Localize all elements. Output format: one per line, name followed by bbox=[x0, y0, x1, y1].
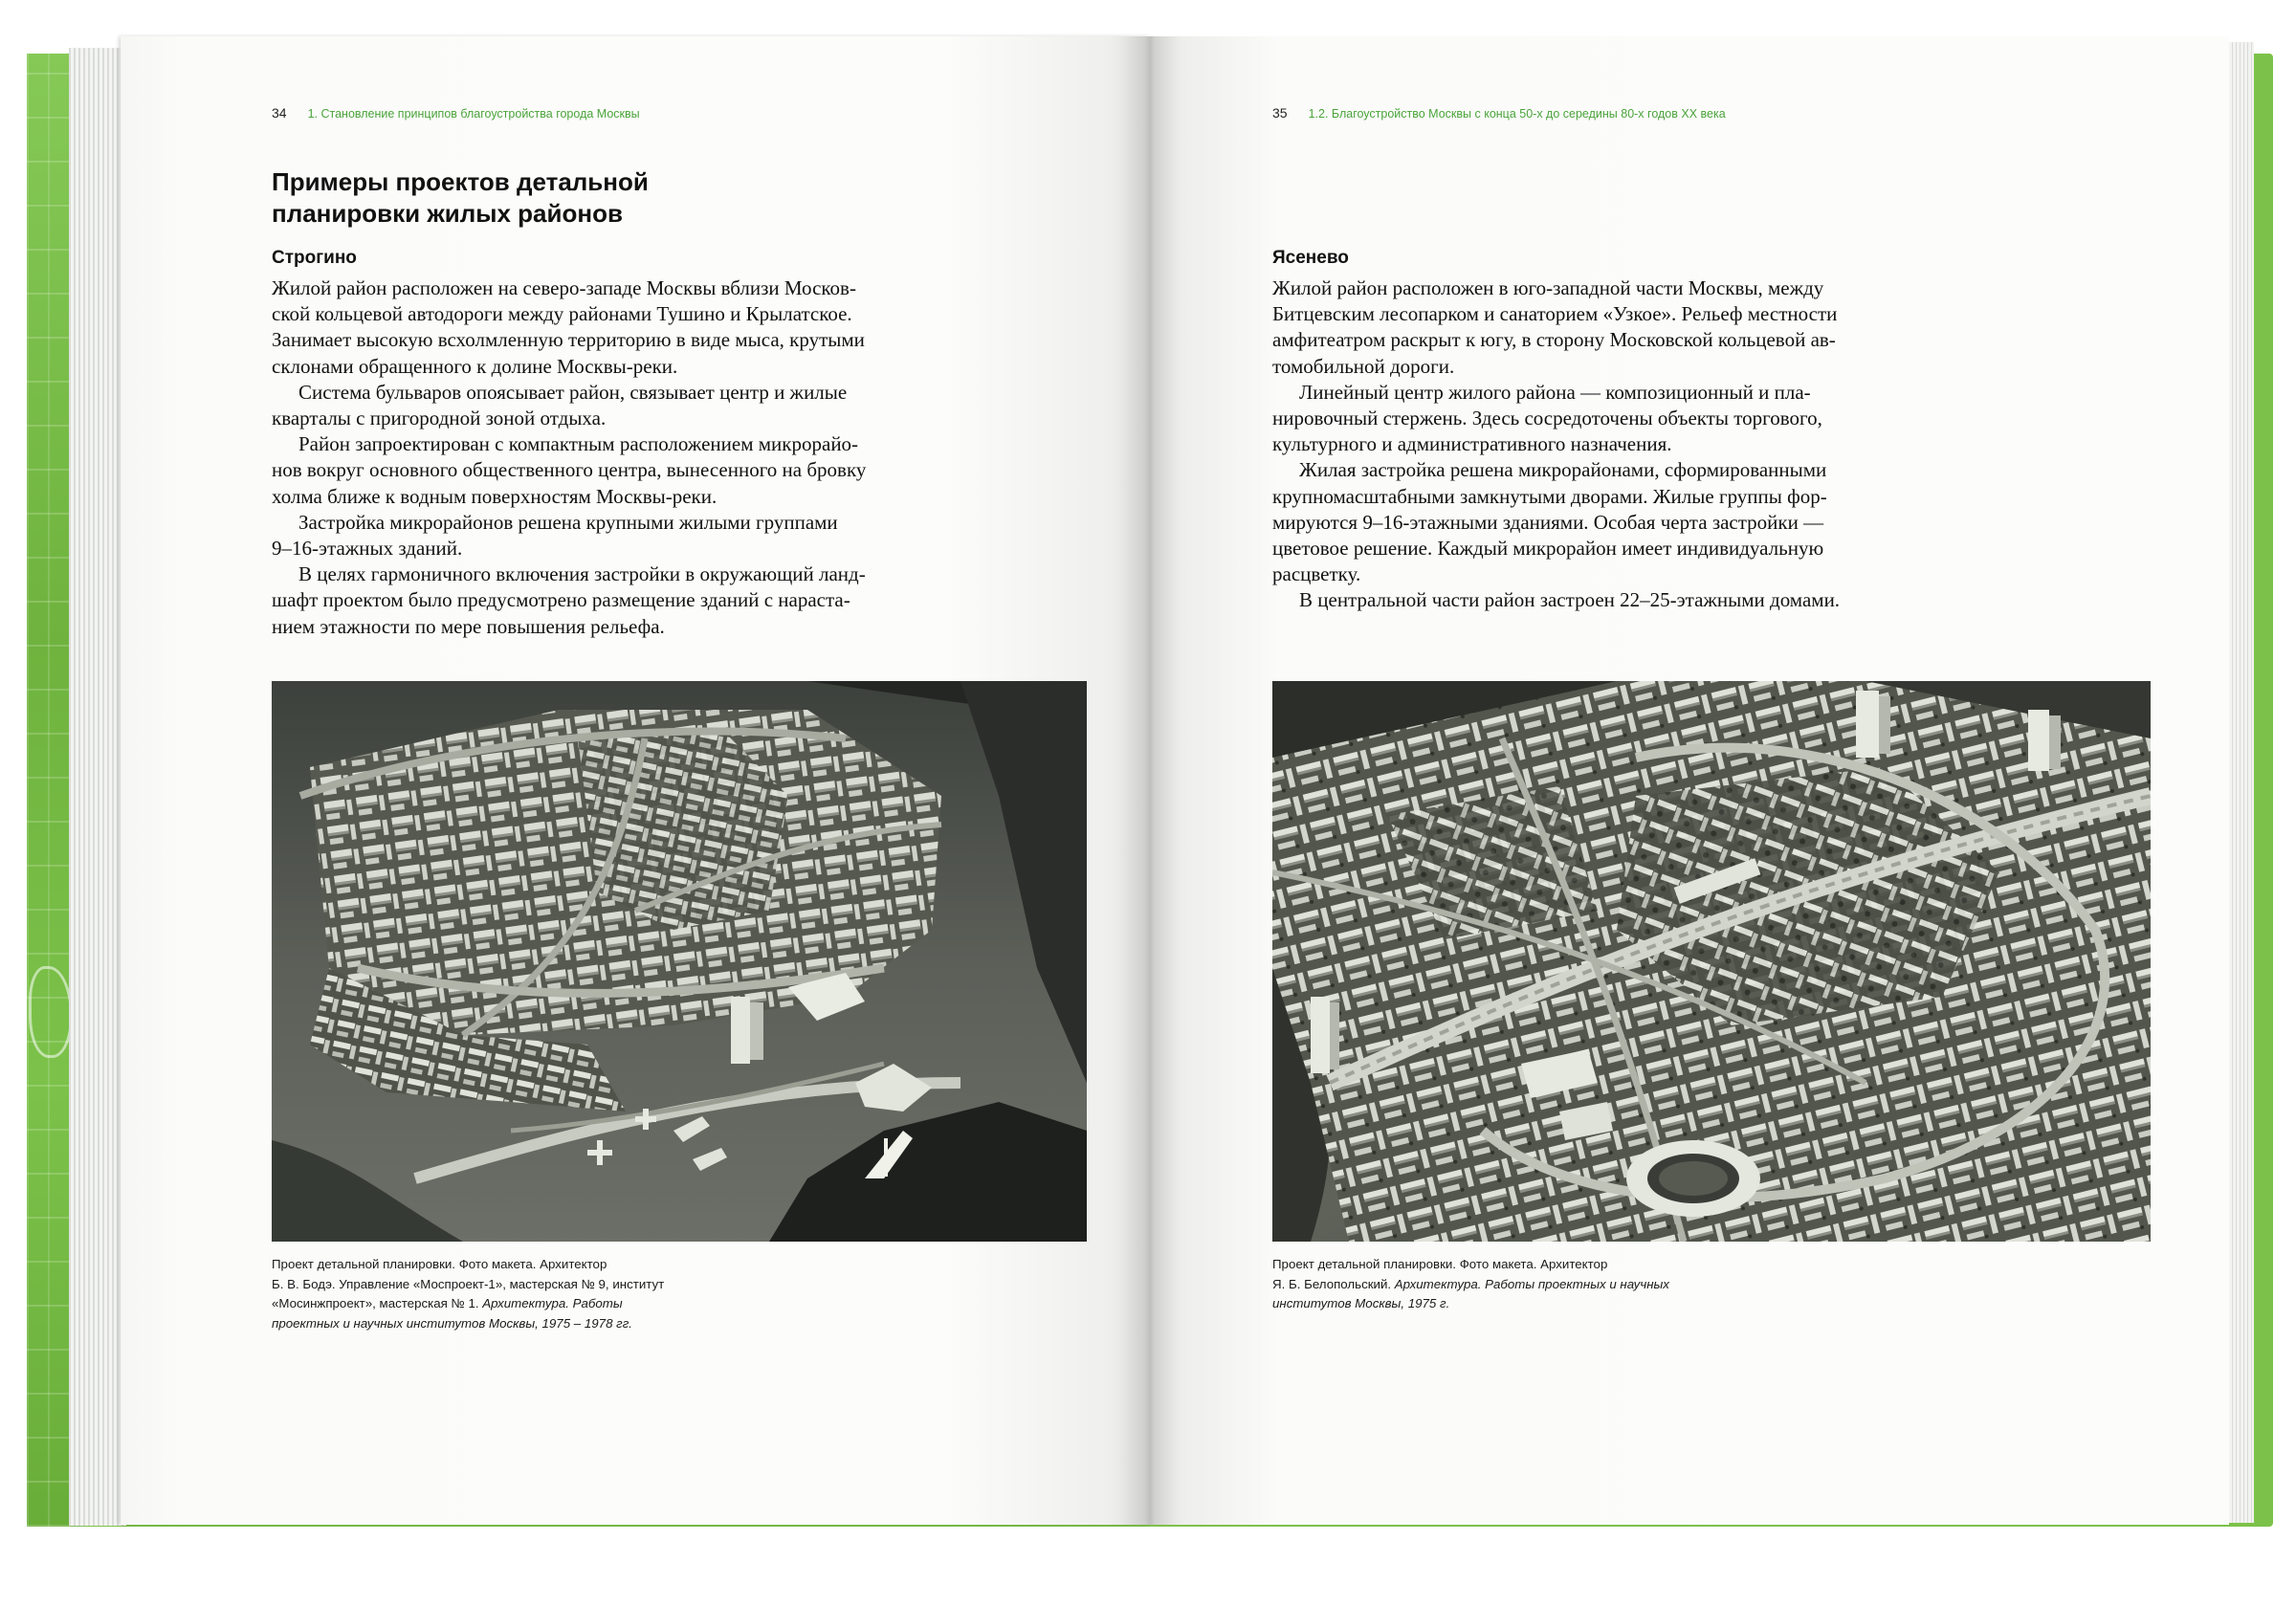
body-line: нием этажности по мере повышения рельефа. bbox=[272, 614, 665, 638]
caption-italic: институтов Москвы, 1975 г. bbox=[1272, 1296, 1450, 1310]
caption-line bbox=[272, 1294, 664, 1314]
body-line: цветовое решение. Каждый микрорайон имеет индивидуальную bbox=[1272, 537, 1824, 561]
caption-italic: проектных и научных институтов Москвы, 1975 – 1978 гг. bbox=[272, 1315, 632, 1331]
body-line: мируются 9–16-этажными зданиями. Особая черта застройки — bbox=[1272, 510, 1824, 534]
yasenevo-model-illustration bbox=[1272, 681, 2151, 1242]
caption-line bbox=[272, 1314, 664, 1334]
caption-line bbox=[1272, 1294, 1669, 1314]
page-stack-left bbox=[69, 48, 126, 1526]
body-line: холма ближе к водным поверхностям Москвы-реки. bbox=[272, 484, 718, 508]
section-title bbox=[272, 166, 941, 230]
district-title-yasenevo: Ясенево bbox=[1272, 248, 1349, 268]
body-line: крупномасштабными замкнутыми дворами. Жилые группы фор- bbox=[1272, 484, 1827, 508]
body-line: культурного и административного назначения. bbox=[1272, 432, 1672, 456]
caption-line: Проект детальной планировки. Фото макета. Архитектор bbox=[272, 1257, 607, 1271]
body-line: ской кольцевой автодороги между районами Тушино и Крылатское. bbox=[272, 302, 852, 326]
strogino-model-photo bbox=[272, 681, 1087, 1242]
body-line: 9–16-этажных зданий. bbox=[272, 537, 463, 561]
body-line: Система бульваров опоясывает район, связывает центр и жилые bbox=[298, 380, 848, 404]
body-line: В центральной части район застроен 22–25-этажными домами. bbox=[1299, 588, 1841, 612]
strogino-model-illustration bbox=[272, 681, 1087, 1242]
caption-text: «Мосинжпроект», мастерская № 1. bbox=[272, 1296, 483, 1310]
caption-line bbox=[1272, 1275, 1669, 1295]
page-stack-right bbox=[2229, 42, 2254, 1523]
left-running-title: 1. Становление принципов благоустройства города Москвы bbox=[307, 107, 640, 121]
caption-italic: Архитектура. Работы bbox=[482, 1296, 623, 1310]
yasenevo-model-photo bbox=[1272, 681, 2151, 1242]
body-line: амфитеатром раскрыт к югу, в сторону Московской кольцевой ав- bbox=[1272, 328, 1836, 352]
left-body-text bbox=[272, 275, 866, 640]
body-line: Жилой район расположен в юго-западной части Москвы, между bbox=[1272, 276, 1824, 299]
left-running-header bbox=[272, 105, 640, 121]
body-line: нов вокруг основного общественного центра, вынесенного на бровку bbox=[272, 458, 867, 482]
right-photo-caption bbox=[1272, 1255, 1669, 1314]
left-photo-caption bbox=[272, 1255, 664, 1333]
section-title-line: планировки жилых районов bbox=[272, 199, 623, 228]
left-page-number: 34 bbox=[272, 105, 287, 121]
caption-text: Я. Б. Белопольский. bbox=[1272, 1276, 1395, 1291]
right-running-header bbox=[1272, 105, 1726, 121]
right-running-title: 1.2. Благоустройство Москвы с конца 50-х до середины 80-х годов XX века bbox=[1308, 107, 1726, 121]
body-line: расцветку. bbox=[1272, 562, 1361, 586]
body-line: кварталы с пригородной зоной отдыха. bbox=[272, 407, 607, 430]
body-line: Жилая застройка решена микрорайонами, сформированными bbox=[1299, 458, 1827, 482]
district-title-strogino: Строгино bbox=[272, 248, 357, 268]
body-line: Застройка микрорайонов решена крупными жилыми группами bbox=[298, 510, 838, 534]
caption-line: Проект детальной планировки. Фото макета. Архитектор bbox=[1272, 1257, 1608, 1271]
right-page-number: 35 bbox=[1272, 105, 1288, 121]
body-line: нировочный стержень. Здесь сосредоточены объекты торгового, bbox=[1272, 407, 1822, 430]
body-line: склонами обращенного к долине Москвы-реки. bbox=[272, 354, 678, 378]
body-line: Битцевским лесопарком и санаторием «Узкое». Рельеф местности bbox=[1272, 302, 1838, 326]
body-line: Линейный центр жилого района — композиционный и пла- bbox=[1299, 380, 1811, 404]
body-line: Район запроектирован с компактным расположением микрорайо- bbox=[298, 432, 859, 456]
body-line: В целях гармоничного включения застройки в окружающий ланд- bbox=[298, 562, 866, 586]
section-title-line: Примеры проектов детальной bbox=[272, 167, 649, 196]
body-line: шафт проектом было предусмотрено размещение зданий с нараста- bbox=[272, 588, 850, 612]
body-line: Жилой район расположен на северо-западе Москвы вблизи Москов- bbox=[272, 276, 856, 299]
caption-italic: Архитектура. Работы проектных и научных bbox=[1394, 1276, 1669, 1291]
body-line: Занимает высокую всхолмленную территорию в виде мыса, крутыми bbox=[272, 328, 865, 352]
right-body-text bbox=[1272, 275, 1840, 614]
caption-line: Б. В. Бодэ. Управление «Моспроект-1», мастерская № 9, институт bbox=[272, 1276, 665, 1291]
body-line: томобильной дороги. bbox=[1272, 354, 1455, 378]
